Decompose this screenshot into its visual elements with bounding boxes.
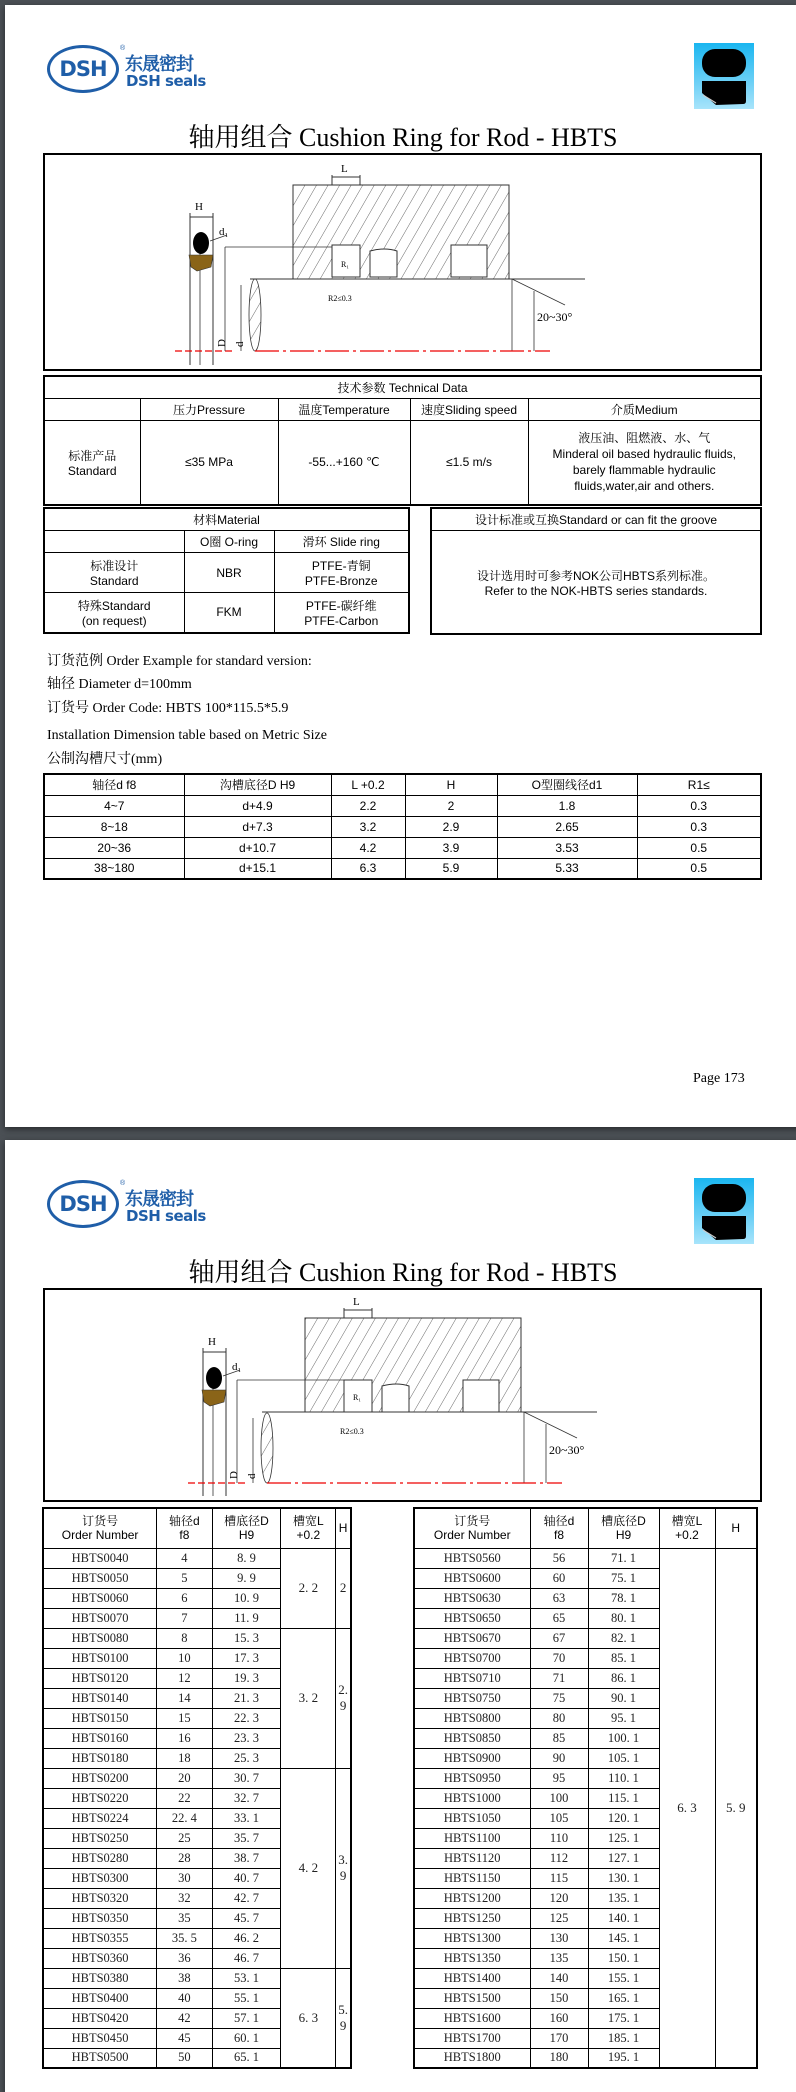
height-value: 5. 9 <box>715 1548 757 2068</box>
header-groove-diameter: 槽底径D H9 <box>212 1508 281 1548</box>
table-row: HBTS0180 18 25. 3 <box>43 1748 351 1768</box>
svg-text:H: H <box>195 201 203 213</box>
table-row: HBTS0630 63 78. 1 <box>414 1588 757 1608</box>
technical-drawing <box>43 1288 762 1502</box>
table-row: HBTS0360 36 46. 7 <box>43 1948 351 1968</box>
height-value: 2 <box>336 1548 351 1628</box>
table-row: HBTS1000 100 115. 1 <box>414 1788 757 1808</box>
header-order-number: 订货号 Order Number <box>43 1508 157 1548</box>
table-row: HBTS0040 4 8. 9 2. 2 2 <box>43 1548 351 1568</box>
order-number-table-right <box>413 1507 758 2069</box>
table-row: 20~36 d+10.7 4.2 3.9 3.53 0.5 <box>44 837 761 858</box>
table-row: HBTS0060 6 10. 9 <box>43 1588 351 1608</box>
table-row: HBTS0600 60 75. 1 <box>414 1568 757 1588</box>
order-example-diameter: 轴径 Diameter d=100mm <box>47 677 192 692</box>
table-row: HBTS0850 85 100. 1 <box>414 1728 757 1748</box>
dsh-logo <box>47 1180 207 1230</box>
metric-groove-heading: 公制沟槽尺寸(mm) <box>47 752 163 767</box>
table-row: HBTS0355 35. 5 46. 2 <box>43 1928 351 1948</box>
logo-english-text: DSH seals <box>126 1207 206 1225</box>
logo-chinese-text: 东晟密封 <box>125 54 193 75</box>
material-title: 材料Material <box>44 508 409 531</box>
svg-text:L: L <box>341 163 348 175</box>
tech-temperature-value: -55...+160 ℃ <box>278 421 410 505</box>
technical-drawing <box>43 153 762 371</box>
header-order-number: 订货号 Order Number <box>414 1508 530 1548</box>
svg-text:R2≤0.3: R2≤0.3 <box>340 1427 364 1436</box>
table-row: HBTS1400 140 155. 1 <box>414 1968 757 1988</box>
table-row: HBTS1100 110 125. 1 <box>414 1828 757 1848</box>
standard-table <box>430 507 762 635</box>
table-row: HBTS1200 120 135. 1 <box>414 1888 757 1908</box>
table-row: HBTS0670 67 82. 1 <box>414 1628 757 1648</box>
table-row: HBTS0140 14 21. 3 <box>43 1688 351 1708</box>
table-row: HBTS0900 90 105. 1 <box>414 1748 757 1768</box>
table-row: HBTS0500 50 65. 1 <box>43 2048 351 2068</box>
table-row: HBTS0380 38 53. 1 6. 3 5. 9 <box>43 1968 351 1988</box>
header-groove-diameter: 槽底径D H9 <box>588 1508 659 1548</box>
logo-english-text: DSH seals <box>126 72 206 90</box>
material-header-slide-ring: 滑环 Slide ring <box>274 531 409 553</box>
tech-header-pressure: 压力Pressure <box>140 399 278 421</box>
header-groove-width: 槽宽L +0.2 <box>281 1508 336 1548</box>
logo-chinese-text: 东晟密封 <box>125 1189 193 1210</box>
header-H: H <box>336 1508 351 1548</box>
table-row: HBTS0070 7 11. 9 <box>43 1608 351 1628</box>
svg-text:L: L <box>353 1296 360 1308</box>
material-row: 标准设计 Standard NBR PTFE-青铜 PTFE-Bronze <box>44 553 409 593</box>
table-row: HBTS1700 170 185. 1 <box>414 2028 757 2048</box>
height-value: 2. 9 <box>336 1628 351 1768</box>
table-row: HBTS1250 125 140. 1 <box>414 1908 757 1928</box>
tech-row-label: 标准产品 Standard <box>44 421 140 505</box>
table-row: HBTS0100 10 17. 3 <box>43 1648 351 1668</box>
table-row: HBTS0950 95 110. 1 <box>414 1768 757 1788</box>
table-row: HBTS0560 56 71. 1 6. 3 5. 9 <box>414 1548 757 1568</box>
svg-text:d: d <box>234 341 246 347</box>
table-row: HBTS0050 5 9. 9 <box>43 1568 351 1588</box>
tech-pressure-value: ≤35 MPa <box>140 421 278 505</box>
height-value: 5. 9 <box>336 1968 351 2068</box>
technical-data-title: 技术参数 Technical Data <box>44 376 761 399</box>
table-row: HBTS1120 112 127. 1 <box>414 1848 757 1868</box>
groove-width-value: 2. 2 <box>281 1548 336 1628</box>
table-row: HBTS1800 180 195. 1 <box>414 2048 757 2068</box>
table-row: HBTS0250 25 35. 7 <box>43 1828 351 1848</box>
table-row: HBTS0320 32 42. 7 <box>43 1888 351 1908</box>
groove-width-value: 6. 3 <box>281 1968 336 2068</box>
groove-width-value: 3. 2 <box>281 1628 336 1768</box>
table-row: HBTS0350 35 45. 7 <box>43 1908 351 1928</box>
svg-text:H: H <box>208 1336 216 1348</box>
table-row: HBTS0710 71 86. 1 <box>414 1668 757 1688</box>
logo-oval: DSH <box>47 45 119 93</box>
svg-text:20~30°: 20~30° <box>549 1443 585 1457</box>
height-value: 3. 9 <box>336 1768 351 1968</box>
table-row: HBTS0420 42 57. 1 <box>43 2008 351 2028</box>
groove-width-value: 4. 2 <box>281 1768 336 1968</box>
seal-profile-icon <box>694 43 754 109</box>
svg-text:d₁: d₁ <box>219 226 229 238</box>
page-title: 轴用组合 Cushion Ring for Rod - HBTS <box>188 1258 618 1287</box>
svg-text:R2≤0.3: R2≤0.3 <box>328 294 352 303</box>
registered-mark: ® <box>120 1180 126 1187</box>
table-row: HBTS0650 65 80. 1 <box>414 1608 757 1628</box>
table-row: HBTS0750 75 90. 1 <box>414 1688 757 1708</box>
table-row: HBTS1300 130 145. 1 <box>414 1928 757 1948</box>
svg-text:R₁: R₁ <box>353 1393 362 1402</box>
order-example-heading: 订货范例 Order Example for standard version: <box>47 654 312 669</box>
table-row: HBTS1500 150 165. 1 <box>414 1988 757 2008</box>
svg-text:d₁: d₁ <box>232 1361 242 1373</box>
installation-table-heading: Installation Dimension table based on Metric Size <box>47 728 327 743</box>
table-row: HBTS1150 115 130. 1 <box>414 1868 757 1888</box>
order-table-left-body <box>43 1548 351 2068</box>
table-row: HBTS0120 12 19. 3 <box>43 1668 351 1688</box>
dsh-logo <box>47 45 207 95</box>
tech-medium-value: 液压油、阻燃液、水、气 Minderal oil based hydraulic fluids, barely flammable hydraulic fluids,water,air and others. <box>528 421 761 505</box>
table-row: HBTS0220 22 32. 7 <box>43 1788 351 1808</box>
header-groove-width: 槽宽L +0.2 <box>659 1508 715 1548</box>
header-H: H <box>715 1508 757 1548</box>
table-row: HBTS0224 22. 4 33. 1 <box>43 1808 351 1828</box>
table-row: HBTS0200 20 30. 7 4. 2 3. 9 <box>43 1768 351 1788</box>
table-row: HBTS0400 40 55. 1 <box>43 1988 351 2008</box>
table-row: HBTS0800 80 95. 1 <box>414 1708 757 1728</box>
installation-dimension-table: 轴径d f8 沟槽底径D H9 L +0.2 H O型圈线径d1 R1≤ 4~7 d+4.9 2.2 2 1.8 0.3 8~18 d+7.3 3.2 2.9 2.65 0.3 20~36 d+10.7 4.2 3.9 3.53 0.5 38~180 d+15.1 6.3 5.9 5.33 0.5 <box>43 773 762 880</box>
svg-text:D: D <box>228 1471 240 1479</box>
material-header-blank <box>44 531 184 553</box>
svg-text:D: D <box>216 339 228 347</box>
table-row: HBTS0150 15 22. 3 <box>43 1708 351 1728</box>
registered-mark: ® <box>120 45 126 52</box>
order-example-code: 订货号 Order Code: HBTS 100*115.5*5.9 <box>47 701 289 716</box>
table-row: HBTS0450 45 60. 1 <box>43 2028 351 2048</box>
material-table <box>43 507 410 634</box>
page-title: 轴用组合 Cushion Ring for Rod - HBTS <box>188 123 618 152</box>
logo-oval: DSH <box>47 1180 119 1228</box>
table-row: HBTS0700 70 85. 1 <box>414 1648 757 1668</box>
document-page-1 <box>5 5 796 1127</box>
tech-header-blank <box>44 399 140 421</box>
order-number-table-left <box>42 1507 352 2069</box>
header-shaft-diameter: 轴径d f8 <box>157 1508 212 1548</box>
table-row: HBTS0080 8 15. 3 3. 2 2. 9 <box>43 1628 351 1648</box>
svg-text:d: d <box>246 1473 258 1479</box>
table-row: HBTS0280 28 38. 7 <box>43 1848 351 1868</box>
header-shaft-diameter: 轴径d f8 <box>530 1508 588 1548</box>
table-row: 4~7 d+4.9 2.2 2 1.8 0.3 <box>44 795 761 816</box>
table-row: HBTS1600 160 175. 1 <box>414 2008 757 2028</box>
order-table-right-body <box>414 1548 757 2068</box>
technical-data-table <box>43 375 762 506</box>
material-row: 特殊Standard (on request) FKM PTFE-碳纤维 PTFE-Carbon <box>44 593 409 633</box>
table-row: 8~18 d+7.3 3.2 2.9 2.65 0.3 <box>44 816 761 837</box>
seal-profile-icon <box>694 1178 754 1244</box>
tech-header-temperature: 温度Temperature <box>278 399 410 421</box>
tech-speed-value: ≤1.5 m/s <box>410 421 528 505</box>
table-row: HBTS1050 105 120. 1 <box>414 1808 757 1828</box>
svg-text:R₁: R₁ <box>341 260 350 269</box>
standard-title: 设计标准或互换Standard or can fit the groove <box>431 508 761 531</box>
tech-header-medium: 介质Medium <box>528 399 761 421</box>
material-header-oring: O圈 O-ring <box>184 531 274 553</box>
groove-width-value: 6. 3 <box>659 1548 715 2068</box>
page-number: Page 173 <box>693 1071 745 1086</box>
table-row: HBTS0300 30 40. 7 <box>43 1868 351 1888</box>
standard-text: 设计选用时可参考NOK公司HBTS系列标准。 Refer to the NOK-HBTS series standards. <box>431 531 761 635</box>
tech-header-speed: 速度Sliding speed <box>410 399 528 421</box>
table-row: HBTS1350 135 150. 1 <box>414 1948 757 1968</box>
table-row: HBTS0160 16 23. 3 <box>43 1728 351 1748</box>
svg-text:20~30°: 20~30° <box>537 310 573 324</box>
table-row: 38~180 d+15.1 6.3 5.9 5.33 0.5 <box>44 858 761 879</box>
